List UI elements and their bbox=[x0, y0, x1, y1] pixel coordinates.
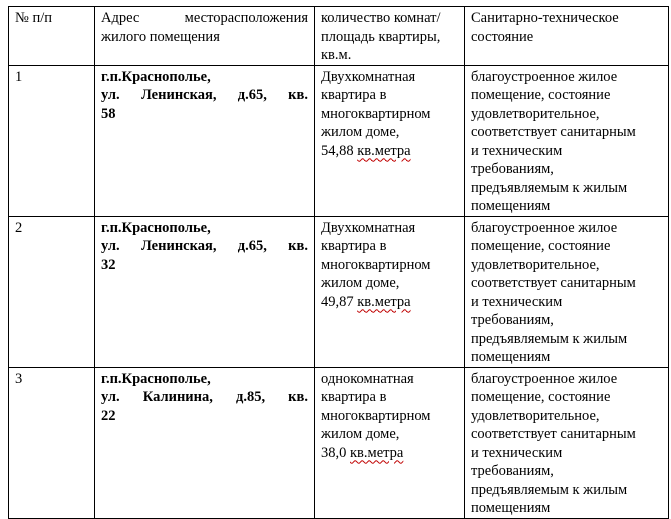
header-rooms-area: количество комнат/ площадь квартиры, кв.м. bbox=[315, 7, 465, 66]
area-line bbox=[321, 444, 458, 463]
address-line: ул. Ленинская, д.65, кв. bbox=[101, 238, 308, 254]
sanitary-line: предъявляемым к жилым bbox=[471, 179, 628, 196]
sanitary-line: предъявляемым к жилым bbox=[471, 330, 628, 347]
rooms-area-cell bbox=[315, 367, 465, 518]
rooms-line: многоквартирном bbox=[321, 105, 431, 122]
sanitary-line: требованиям, bbox=[471, 463, 554, 479]
sanitary-line: помещение, состояние bbox=[471, 389, 611, 405]
area-value: 49,87 bbox=[321, 293, 354, 310]
area-unit: кв.метра bbox=[357, 293, 411, 310]
rooms-line: Двухкомнатная bbox=[321, 68, 416, 85]
address-cell bbox=[95, 367, 315, 518]
address-line: ул. Ленинская, д.65, кв. bbox=[101, 87, 308, 103]
sanitary-line: помещениям bbox=[471, 349, 551, 365]
address-cell bbox=[95, 216, 315, 367]
rooms-area-cell bbox=[315, 65, 465, 216]
rooms-line: квартира в bbox=[321, 389, 387, 405]
sanitary-line: благоустроенное жилое bbox=[471, 370, 618, 387]
sanitary-line: помещениям bbox=[471, 500, 551, 516]
area-unit: кв.метра bbox=[350, 444, 404, 461]
address-line: г.п.Краснополье, bbox=[101, 219, 211, 236]
area-value: 54,88 bbox=[321, 142, 354, 159]
sanitary-line: соответствует санитарным bbox=[471, 426, 636, 442]
address-line: 22 bbox=[101, 407, 116, 424]
table-row bbox=[9, 65, 669, 216]
rooms-line: жилом доме, bbox=[321, 426, 400, 442]
sanitary-line: удовлетворительное, bbox=[471, 256, 600, 273]
row-number: 3 bbox=[9, 367, 95, 518]
header-num: № п/п bbox=[9, 7, 95, 66]
area-value: 38,0 bbox=[321, 444, 347, 461]
rooms-line: Двухкомнатная bbox=[321, 219, 416, 236]
table-row bbox=[9, 367, 669, 518]
rooms-line: однокомнатная bbox=[321, 370, 414, 387]
sanitary-line: и техническим bbox=[471, 142, 563, 159]
area-unit: кв.метра bbox=[357, 142, 411, 159]
address-line: ул. Калинина, д.85, кв. bbox=[101, 389, 308, 405]
sanitary-line: и техническим bbox=[471, 444, 563, 461]
address-line: г.п.Краснополье, bbox=[101, 68, 211, 85]
sanitary-line: удовлетворительное, bbox=[471, 105, 600, 122]
area-line bbox=[321, 293, 458, 312]
row-number: 1 bbox=[9, 65, 95, 216]
sanitary-line: соответствует санитарным bbox=[471, 275, 636, 291]
rooms-line: жилом доме, bbox=[321, 124, 400, 140]
rooms-line: многоквартирном bbox=[321, 407, 431, 424]
table-row bbox=[9, 216, 669, 367]
rooms-line: жилом доме, bbox=[321, 275, 400, 291]
sanitary-line: и техническим bbox=[471, 293, 563, 310]
sanitary-line: помещение, состояние bbox=[471, 87, 611, 103]
sanitary-cell bbox=[465, 367, 669, 518]
address-cell bbox=[95, 65, 315, 216]
rooms-line: квартира в bbox=[321, 87, 387, 103]
address-line: 58 bbox=[101, 105, 116, 122]
sanitary-line: благоустроенное жилое bbox=[471, 219, 618, 236]
sanitary-line: соответствует санитарным bbox=[471, 124, 636, 140]
rooms-line: квартира в bbox=[321, 238, 387, 254]
address-line: г.п.Краснополье, bbox=[101, 370, 211, 387]
header-row bbox=[9, 7, 669, 66]
sanitary-line: предъявляемым к жилым bbox=[471, 481, 628, 498]
address-line: 32 bbox=[101, 256, 116, 273]
sanitary-line: удовлетворительное, bbox=[471, 407, 600, 424]
header-sanitary: Санитарно-техническое состояние bbox=[465, 7, 669, 66]
sanitary-line: помещение, состояние bbox=[471, 238, 611, 254]
rooms-line: многоквартирном bbox=[321, 256, 431, 273]
sanitary-line: помещениям bbox=[471, 198, 551, 214]
rooms-area-cell bbox=[315, 216, 465, 367]
header-address: Адрес месторасположения жилого помещения bbox=[95, 7, 315, 66]
sanitary-line: благоустроенное жилое bbox=[471, 68, 618, 85]
sanitary-line: требованиям, bbox=[471, 312, 554, 328]
sanitary-cell bbox=[465, 65, 669, 216]
area-line bbox=[321, 142, 458, 161]
sanitary-line: требованиям, bbox=[471, 161, 554, 177]
sanitary-cell bbox=[465, 216, 669, 367]
housing-table bbox=[8, 6, 669, 519]
row-number: 2 bbox=[9, 216, 95, 367]
